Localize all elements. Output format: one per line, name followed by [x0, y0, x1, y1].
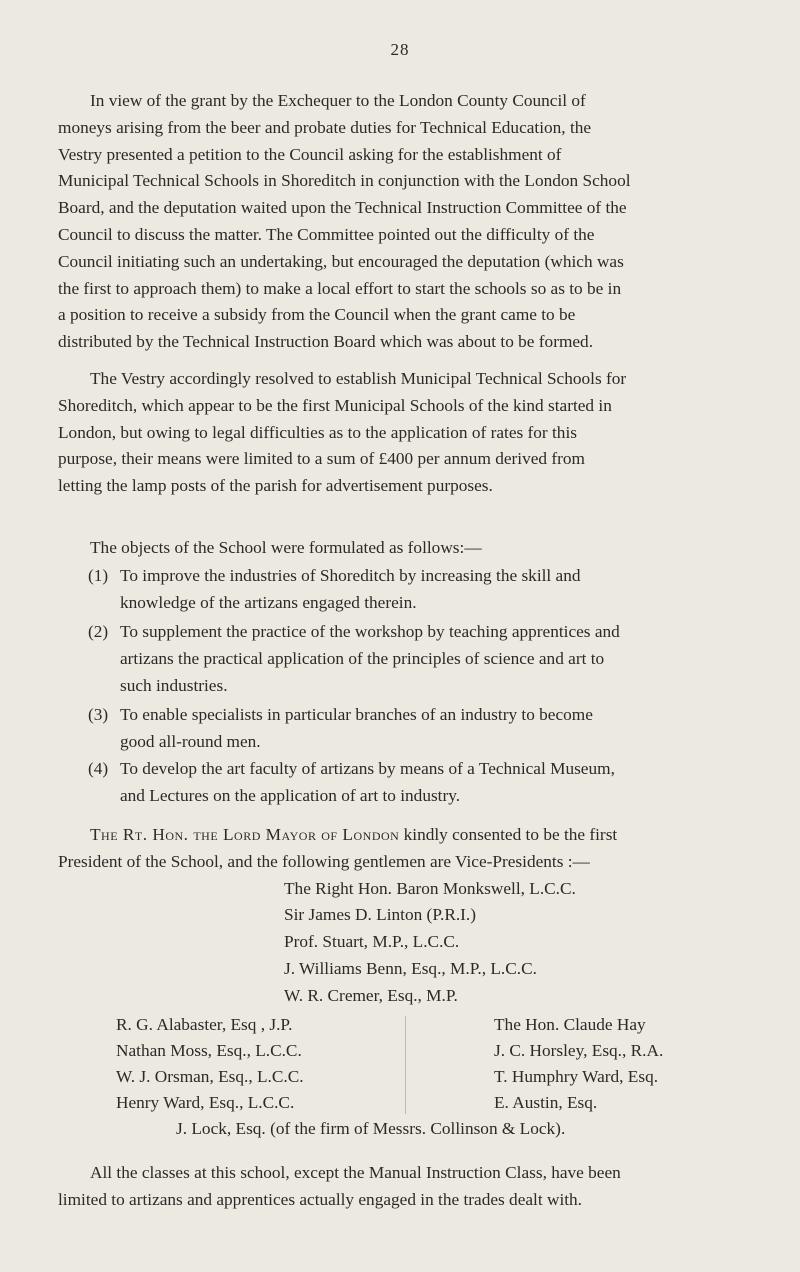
vice-president: The Hon. Claude Hay — [494, 1015, 646, 1034]
text-line: In view of the grant by the Exchequer to the London County Council of — [90, 91, 586, 110]
text-line: To supplement the practice of the workshop by teaching apprentices and — [120, 622, 620, 641]
text-line: President of the School, and the following gentlemen are Vice-Presidents :— — [58, 851, 590, 871]
object-number: (1) — [88, 566, 109, 585]
text-line: Shoreditch, which appear to be the first Municipal Schools of the kind started in — [58, 395, 612, 415]
vice-president: J. Lock, Esq. (of the firm of Messrs. Collinson & Lock). — [176, 1119, 566, 1138]
vice-president: T. Humphry Ward, Esq. — [494, 1067, 659, 1086]
text-line: To improve the industries of Shoreditch by increasing the skill and — [120, 566, 581, 585]
text-line: such industries. — [120, 675, 228, 695]
text-line: and Lectures on the application of art to industry. — [120, 785, 461, 805]
paragraph-president — [58, 822, 764, 876]
column-divider — [405, 1016, 406, 1114]
paragraph-vestry-resolution — [58, 366, 764, 500]
text-line: letting the lamp posts of the parish for advertisement purposes. — [58, 476, 493, 496]
vice-president: Nathan Moss, Esq., L.C.C. — [116, 1041, 302, 1060]
text-line: purpose, their means were limited to a sum of £400 per annum derived from — [58, 449, 585, 469]
vice-president: Henry Ward, Esq., L.C.C. — [116, 1093, 295, 1112]
text-line: Municipal Technical Schools in Shoreditch in conjunction with the London School — [58, 171, 631, 191]
text-line: good all-round men. — [120, 731, 261, 751]
vice-president: W. R. Cremer, Esq., M.P. — [284, 986, 458, 1005]
paragraph-exchequer-grant — [58, 88, 764, 356]
vice-president: R. G. Alabaster, Esq , J.P. — [116, 1015, 293, 1034]
text-line: To develop the art faculty of artizans by means of a Technical Museum, — [120, 759, 615, 778]
text-line: a position to receive a subsidy from the Council when the grant came to be — [58, 305, 576, 325]
text-line: the first to approach them) to make a local effort to start the schools so as to be in — [58, 278, 622, 298]
vice-president: W. J. Orsman, Esq., L.C.C. — [116, 1067, 304, 1086]
lord-mayor-title: The Rt. Hon. the Lord Mayor of London — [90, 825, 400, 844]
object-number: (3) — [88, 705, 109, 724]
text-line: The Rt. Hon. the Lord Mayor of London kindly consented to be the first — [90, 825, 618, 844]
text-line: All the classes at this school, except the Manual Instruction Class, have been — [90, 1163, 621, 1182]
text-line: Board, and the deputation waited upon the Technical Instruction Committee of the — [58, 198, 627, 218]
page-number: 28 — [390, 40, 410, 59]
object-number: (2) — [88, 622, 109, 641]
text-line: knowledge of the artizans engaged therein. — [120, 592, 417, 612]
vice-president: Sir James D. Linton (P.R.I.) — [284, 905, 477, 924]
text-line: London, but owing to legal difficulties as to the application of rates for this — [58, 422, 577, 442]
text-line: artizans the practical application of the principles of science and art to — [120, 648, 605, 668]
paragraph-closing — [58, 1160, 764, 1214]
text-line: Council initiating such an undertaking, but encouraged the deputation (which was — [58, 251, 624, 271]
vice-president: J. Williams Benn, Esq., M.P., L.C.C. — [284, 959, 537, 978]
text-line: limited to artizans and apprentices actually engaged in the trades dealt with. — [58, 1189, 583, 1209]
text-line: Council to discuss the matter. The Committee pointed out the difficulty of the — [58, 224, 595, 244]
text-line: To enable specialists in particular branches of an industry to become — [120, 705, 593, 724]
vice-president: E. Austin, Esq. — [494, 1093, 598, 1112]
text-line: moneys arising from the beer and probate duties for Technical Education, the — [58, 117, 592, 137]
text-line: distributed by the Technical Instruction Board which was about to be formed. — [58, 332, 594, 352]
object-number: (4) — [88, 759, 109, 778]
vice-president: Prof. Stuart, M.P., L.C.C. — [284, 932, 460, 951]
vice-president: The Right Hon. Baron Monkswell, L.C.C. — [284, 879, 576, 898]
text-line: Vestry presented a petition to the Council asking for the establishment of — [58, 144, 562, 164]
objects-intro: The objects of the School were formulated as follows:— — [90, 538, 482, 557]
vice-president: J. C. Horsley, Esq., R.A. — [494, 1041, 664, 1060]
text-line: The Vestry accordingly resolved to establish Municipal Technical Schools for — [90, 369, 627, 388]
